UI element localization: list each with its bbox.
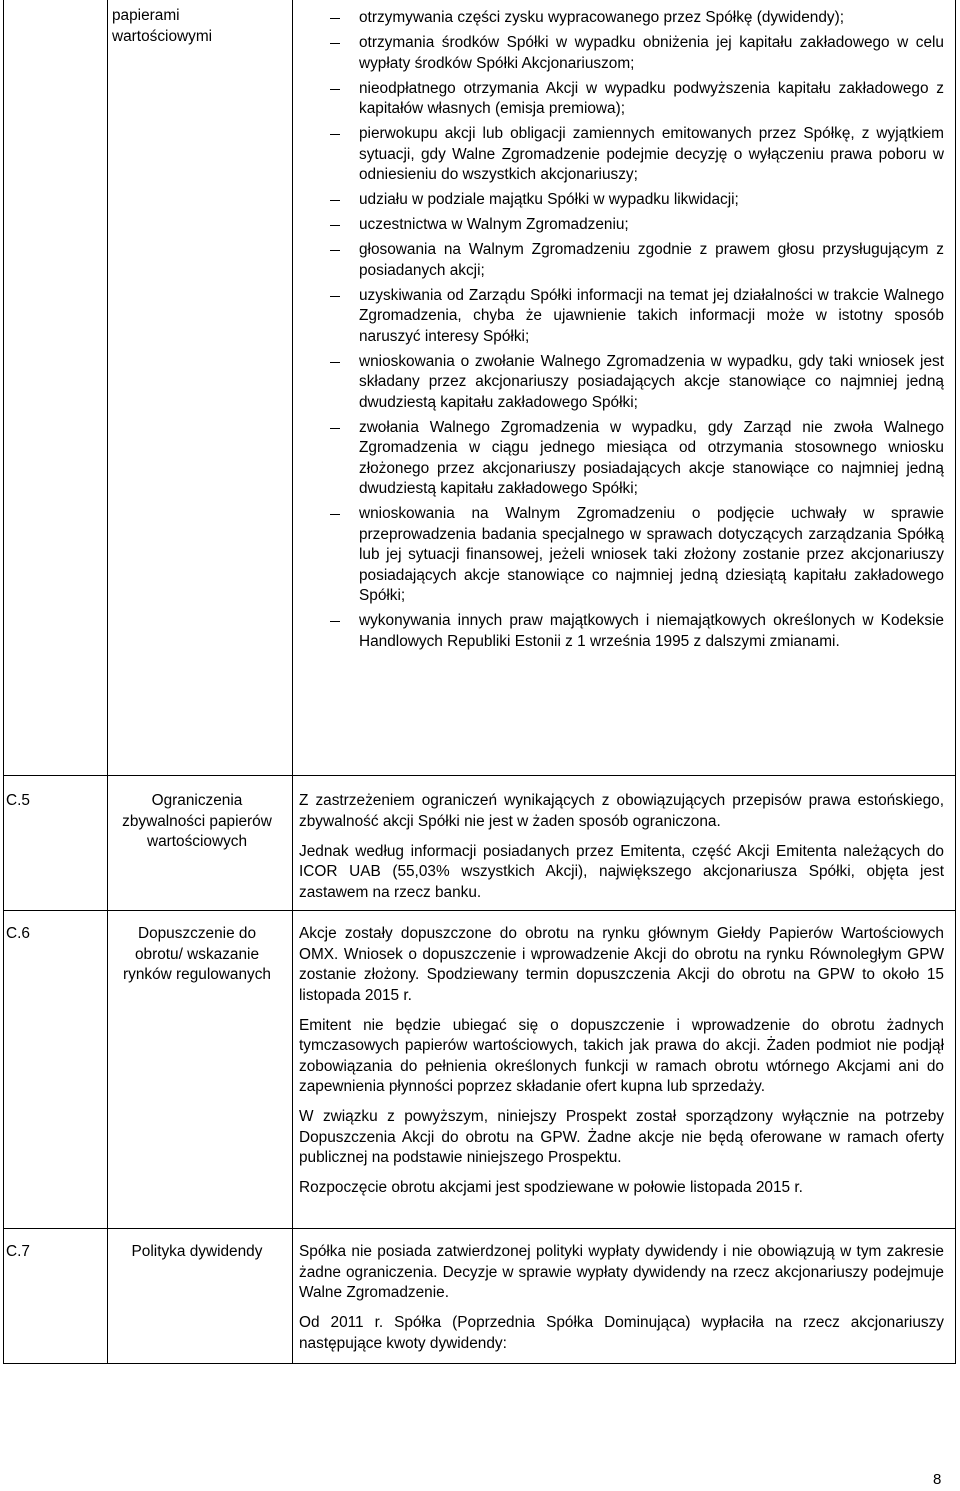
element-name: papierami wartościowymi (112, 7, 213, 45)
list-item: pierwokupu akcji lub obligacji zamiennych emitowanych przez Spółkę, z wyjątkiem sytuacji, gdy Walne Zgromadzenie podejmie decyzję o wyłączeniu prawa poboru w odniesieniu do wszystkich akcjonariuszy; (299, 124, 944, 186)
paragraph: Emitent nie będzie ubiegać się o dopuszczenie i wprowadzenie do obrotu żadnych tymczasowych papierów wartościowych, takich jak prawa do akcji. Żaden podmiot nie podjął zobowiązania do pełnienia określonych funkcji w ramach obrotu wtórnego Akcjami ani do zapewnienia płynności poprzez składanie ofert kupna lub sprzedaży. (299, 1016, 944, 1095)
list-item: wnioskowania na Walnym Zgromadzeniu o podjęcie uchwały w sprawie przeprowadzenia badania specjalnego w sprawach dotyczących zarządzania Spółką lub jej sytuacji finansowej, jeżeli wniosek taki złożony zostanie przez akcjonariuszy posiadających akcje stanowiące co najmniej jedną dziesiątą kapitału zakładowego Spółki; (299, 504, 944, 607)
paragraph: Od 2011 r. Spółka (Poprzednia Spółka Dominująca) wypłaciła na rzecz akcjonariuszy następujące kwoty dywidendy: (299, 1314, 944, 1352)
element-content (299, 791, 944, 903)
row-divider (4, 910, 955, 911)
list-item: wykonywania innych praw majątkowych i niemajątkowych określonych w Kodeksie Handlowych Republiki Estonii z 1 września 1995 z dalszymi zmianami. (299, 611, 944, 652)
element-code: C.6 (6, 925, 30, 942)
paragraph: Spółka nie posiada zatwierdzonej polityki wypłaty dywidendy i nie obowiązują w tym zakresie żadne ograniczenia. Decyzje w sprawie wypłaty dywidendy na rzecz akcjonariuszy podejmuje Walne Zgromadzenie. (299, 1243, 944, 1301)
list-item: wnioskowania o zwołanie Walnego Zgromadzenia w wypadku, gdy taki wniosek jest składany przez akcjonariuszy posiadających akcje stanowiące co najmniej jedną dwudziestą kapitału zakładowego Spółki; (299, 352, 944, 414)
paragraph: W związku z powyższym, niniejszy Prospekt został sporządzony wyłącznie na potrzeby Dopuszczenia Akcji do obrotu na GPW. Żadne akcje nie będą oferowane w ramach oferty publicznej na podstawie niniejszego Prospektu. (299, 1108, 944, 1166)
rights-list (299, 8, 944, 652)
list-item: głosowania na Walnym Zgromadzeniu zgodnie z prawem głosu przysługującym z posiadanych akcji; (299, 240, 944, 281)
row-divider (4, 1228, 955, 1229)
paragraph: Akcje zostały dopuszczone do obrotu na rynku głównym Giełdy Papierów Wartościowych OMX. Wniosek o dopuszczenie i wprowadzenie Akcji do obrotu na rynku Równoległym GPW zostanie złożony. Spodziewany termin dopuszczenia Akcji do obrotu na GPW to około 15 listopada 2015 r. (299, 925, 944, 1004)
element-code: C.7 (6, 1243, 30, 1260)
list-item: uzyskiwania od Zarządu Spółki informacji na temat jej działalności w trakcie Walnego Zgromadzenia, chyba że ujawnienie takich informacji może w istotny sposób naruszyć interesy Spółki; (299, 286, 944, 348)
paragraph: Z zastrzeżeniem ograniczeń wynikających z obowiązujących przepisów prawa estońskiego, zbywalność akcji Spółki nie jest w żaden sposób ograniczona. (299, 792, 944, 830)
element-code: C.5 (6, 792, 30, 809)
element-content (299, 1242, 944, 1354)
column-divider (292, 0, 293, 1363)
paragraph: Rozpoczęcie obrotu akcjami jest spodziewane w połowie listopada 2015 r. (299, 1179, 803, 1196)
page-number: 8 (933, 1471, 942, 1488)
element-name: Ograniczenia zbywalności papierów wartościowych (122, 792, 272, 850)
list-item: udziału w podziale majątku Spółki w wypadku likwidacji; (299, 190, 944, 211)
row-divider (4, 775, 955, 776)
list-item: zwołania Walnego Zgromadzenia w wypadku, gdy Zarząd nie zwoła Walnego Zgromadzenia w ciągu jednego miesiąca od otrzymania stosownego wniosku złożonego przez akcjonariuszy posiadających akcje stanowiące co najmniej jedną dwudziestą kapitału zakładowego Spółki; (299, 418, 944, 500)
list-item: uczestnictwa w Walnym Zgromadzeniu; (299, 215, 944, 236)
list-item: nieodpłatnego otrzymania Akcji w wypadku podwyższenia kapitału zakładowego z kapitałów własnych (emisja premiowa); (299, 79, 944, 120)
column-divider (107, 0, 108, 1363)
list-item: otrzymania środków Spółki w wypadku obniżenia jej kapitału zakładowego w celu wypłaty środków Spółki Akcjonariuszom; (299, 33, 944, 74)
list-item: otrzymywania części zysku wypracowanego przez Spółkę (dywidendy); (299, 8, 944, 29)
paragraph: Jednak według informacji posiadanych przez Emitenta, część Akcji Emitenta należących do ICOR UAB (55,03% wszystkich Akcji), największego akcjonariusza Spółki, objęta jest zastawem na rzecz banku. (299, 842, 944, 901)
element-name: Dopuszczenie do obrotu/ wskazanie rynków regulowanych (123, 925, 271, 983)
element-content (299, 924, 944, 1199)
element-name: Polityka dywidendy (131, 1243, 263, 1260)
